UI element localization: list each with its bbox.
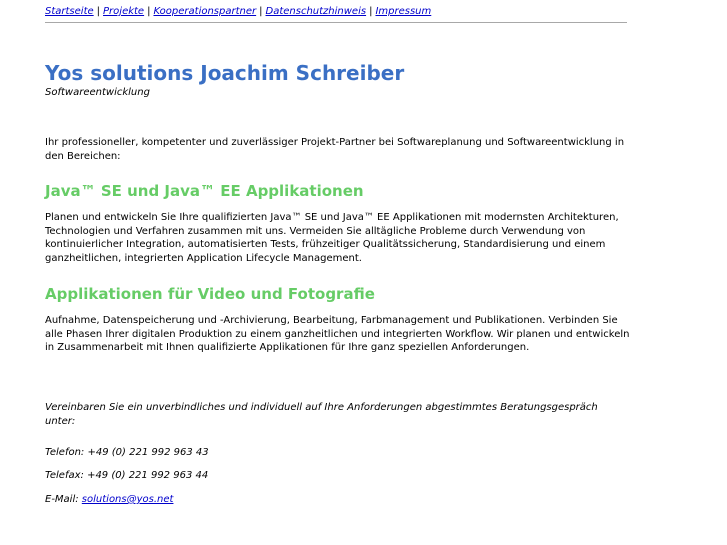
nav-link-datenschutzhinweis[interactable]: Datenschutzhinweis xyxy=(265,6,367,17)
nav-divider xyxy=(45,22,627,23)
contact-email-line xyxy=(45,493,630,507)
contact-phone: Telefon: +49 (0) 221 992 963 43 xyxy=(45,447,209,458)
page-title: Yos solutions Joachim Schreiber xyxy=(45,61,405,85)
contact-fax: Telefax: +49 (0) 221 992 963 44 xyxy=(45,470,209,481)
nav-separator: | xyxy=(96,6,101,17)
contact-cta: Vereinbaren Sie ein unverbindliches und individuell auf Ihre Anforderungen abgestimmtes Beratungsgespräch unter: xyxy=(45,402,598,427)
email-link[interactable]: solutions@yos.net xyxy=(81,494,174,505)
section-heading-video: Applikationen für Video und Fotografie xyxy=(45,285,375,303)
top-nav xyxy=(45,5,431,18)
section-text-java: Planen und entwickeln Sie Ihre qualifizierten Java™ SE und Java™ EE Applikationen mit modernsten Architekturen, Technologien und Verfahren zusammen mit uns. Vermeiden Sie alltägliche Probleme durch Verwendung von kontinuierlicher Integration, automatisierten Tests, frühzeitiger Qualitätssicherung, Standardisierung und einem ganzheitlichen, integrierten Application Lifecycle Management. xyxy=(45,212,619,265)
nav-link-impressum[interactable]: Impressum xyxy=(375,6,432,17)
nav-link-kooperationspartner[interactable]: Kooperationspartner xyxy=(153,6,257,17)
nav-link-startseite[interactable]: Startseite xyxy=(45,6,94,17)
section-heading-java: Java™ SE und Java™ EE Applikationen xyxy=(45,182,364,200)
nav-link-projekte[interactable]: Projekte xyxy=(103,6,145,17)
nav-separator: | xyxy=(259,6,263,17)
nav-separator: | xyxy=(147,6,151,17)
section-text-video: Aufnahme, Datenspeicherung und -Archivierung, Bearbeitung, Farbmanagement und Publikationen. Verbinden Sie alle Phasen Ihrer digitalen Produktion zu einem ganzheitlichen und integrierten Workflow. Wir planen und entwickeln in Zusammenarbeit mit Ihnen qualifizierte Applikationen für Ihre ganz speziellen Anforderungen. xyxy=(45,315,630,354)
intro-text: Ihr professioneller, kompetenter und zuverlässiger Projekt-Partner bei Softwareplanung und Softwareentwicklung in den Bereichen: xyxy=(45,137,625,162)
page-subtitle: Softwareentwicklung xyxy=(45,87,150,98)
email-label: E-Mail: xyxy=(45,494,82,505)
nav-separator: | xyxy=(369,6,373,17)
